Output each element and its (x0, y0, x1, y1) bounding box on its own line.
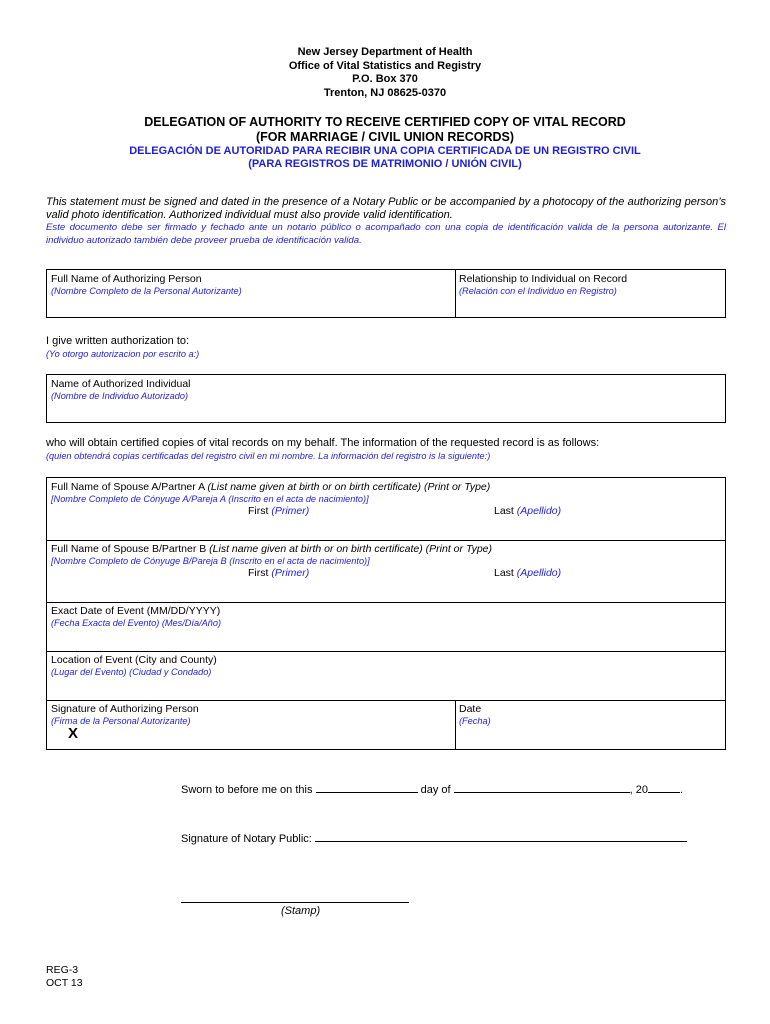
po-box: P.O. Box 370 (352, 73, 418, 85)
spouse-b-field[interactable] (47, 540, 725, 602)
form-code (46, 964, 83, 989)
intro-statement: This statement must be signed and dated in the presence of a Notary Public or be accompanied by a photocopy of the authorizing person’s valid photo identification. Authorized individual must also provide valid identification. (46, 196, 726, 221)
form-title-line2: (FOR MARRIAGE / CIVIL UNION RECORDS) (255, 129, 515, 144)
authorization-statement (46, 335, 199, 360)
spouse-b-last-label-es: (Apellido) (516, 567, 562, 579)
event-date-label: Exact Date of Event (MM/DD/YYYY) (51, 605, 221, 617)
record-info-box (46, 477, 726, 750)
signature-x-mark: X (68, 725, 79, 742)
office-name: Office of Vital Statistics and Registry (288, 59, 482, 72)
signature-date-label: Date (459, 703, 482, 715)
spouse-b-first-label: First (248, 567, 269, 579)
authorizing-signature-field[interactable] (47, 700, 455, 749)
authorized-name-label-es: (Nombre de Individuo Autorizado) (51, 391, 189, 401)
sworn-year-input[interactable] (648, 781, 680, 793)
intro-statement-spanish: Este documento debe ser firmado y fechado ante un notario público o acompañado con una copia de identificación valida de la persona autorizante. El individuo autorizado también debe proveer prueba de identificación valida. (46, 222, 726, 246)
event-location-label-es: (Lugar del Evento) (Ciudad y Condado) (51, 667, 212, 677)
spouse-b-label: Full Name of Spouse B/Partner B (51, 543, 207, 555)
agency-header (0, 46, 770, 100)
notary-signature-label: Signature of Notary Public: (181, 833, 312, 845)
form-title-line1: DELEGATION OF AUTHORITY TO RECEIVE CERTIFIED COPY OF VITAL RECORD (144, 115, 626, 129)
form-title-es-line2: (PARA REGISTROS DE MATRIMONIO / UNIÓN CIVIL) (248, 158, 522, 170)
sworn-year-prefix: , 20 (629, 784, 648, 796)
sworn-date-input[interactable] (316, 781, 418, 793)
sworn-prefix: Sworn to before me on this (181, 784, 313, 796)
obtain-statement (46, 437, 599, 462)
sworn-statement (181, 781, 683, 797)
authorization-text: I give written authorization to: (46, 335, 190, 347)
form-title-es-line1: DELEGACIÓN DE AUTORIDAD PARA RECIBIR UNA COPIA CERTIFICADA DE UN REGISTRO CIVIL (129, 145, 641, 157)
spouse-b-hint: (List name given at birth or on birth certificate) (Print or Type) (209, 543, 493, 555)
spouse-a-first-label-es: (Primer) (271, 505, 310, 517)
obtain-text: who will obtain certified copies of vital records on my behalf. The information of the requested record is as follows: (46, 437, 600, 449)
spouse-a-last-label: Last (494, 505, 514, 517)
authorizing-name-field[interactable] (47, 270, 455, 317)
form-title (0, 115, 770, 144)
signature-date-field[interactable] (455, 700, 725, 749)
form-revision: OCT 13 (46, 976, 83, 989)
sworn-month-input[interactable] (454, 781, 630, 793)
spouse-b-label-es: [Nombre Completo de Cónyuge B/Pareja B (Inscrito en el acta de nacimiento)] (51, 556, 370, 566)
agency-name: New Jersey Department of Health (297, 46, 473, 58)
spouse-b-last-label: Last (494, 567, 514, 579)
spouse-a-label: Full Name of Spouse A/Partner A (51, 481, 205, 493)
stamp-label: (Stamp) (281, 905, 321, 917)
spouse-a-field[interactable] (47, 478, 725, 540)
sworn-end: . (679, 784, 684, 796)
authorizing-signature-label: Signature of Authorizing Person (51, 703, 199, 715)
sworn-day-of: day of (420, 784, 451, 796)
event-date-field[interactable] (47, 602, 725, 651)
stamp-line[interactable] (181, 902, 409, 903)
authorization-text-es: (Yo otorgo autorizacion por escrito a:) (46, 349, 200, 359)
authorized-individual-box[interactable] (46, 374, 726, 423)
spouse-a-first-label: First (248, 505, 269, 517)
authorizing-name-label-es: (Nombre Completo de la Personal Autorizante) (51, 286, 242, 296)
event-location-label: Location of Event (City and County) (51, 654, 217, 666)
event-location-field[interactable] (47, 651, 725, 700)
form-number: REG-3 (46, 964, 79, 976)
authorizing-name-label: Full Name of Authorizing Person (51, 273, 202, 285)
relationship-label-es: (Relación con el Individuo en Registro) (459, 286, 617, 296)
authorizing-person-box (46, 269, 726, 318)
relationship-field[interactable] (455, 270, 725, 317)
spouse-b-first-label-es: (Primer) (271, 567, 310, 579)
spouse-a-hint: (List name given at birth or on birth certificate) (Print or Type) (207, 481, 491, 493)
event-date-label-es: (Fecha Exacta del Evento) (Mes/Día/Año) (51, 618, 222, 628)
authorizing-signature-label-es: (Firma de la Personal Autorizante) (51, 716, 191, 726)
spouse-a-label-es: [Nombre Completo de Cónyuge A/Pareja A (Inscrito en el acta de nacimiento)] (51, 494, 369, 504)
signature-date-label-es: (Fecha) (459, 716, 491, 726)
city-zip: Trenton, NJ 08625-0370 (323, 86, 447, 99)
form-title-spanish (0, 145, 770, 171)
notary-signature-input[interactable] (315, 830, 687, 842)
notary-signature-line (181, 830, 687, 846)
relationship-label: Relationship to Individual on Record (459, 273, 628, 285)
authorized-name-label: Name of Authorized Individual (51, 378, 191, 390)
obtain-text-es: (quien obtendrá copias certificadas del registro civil en mi nombre. La información del registro is la siguiente:) (46, 451, 491, 461)
spouse-a-last-label-es: (Apellido) (516, 505, 562, 517)
